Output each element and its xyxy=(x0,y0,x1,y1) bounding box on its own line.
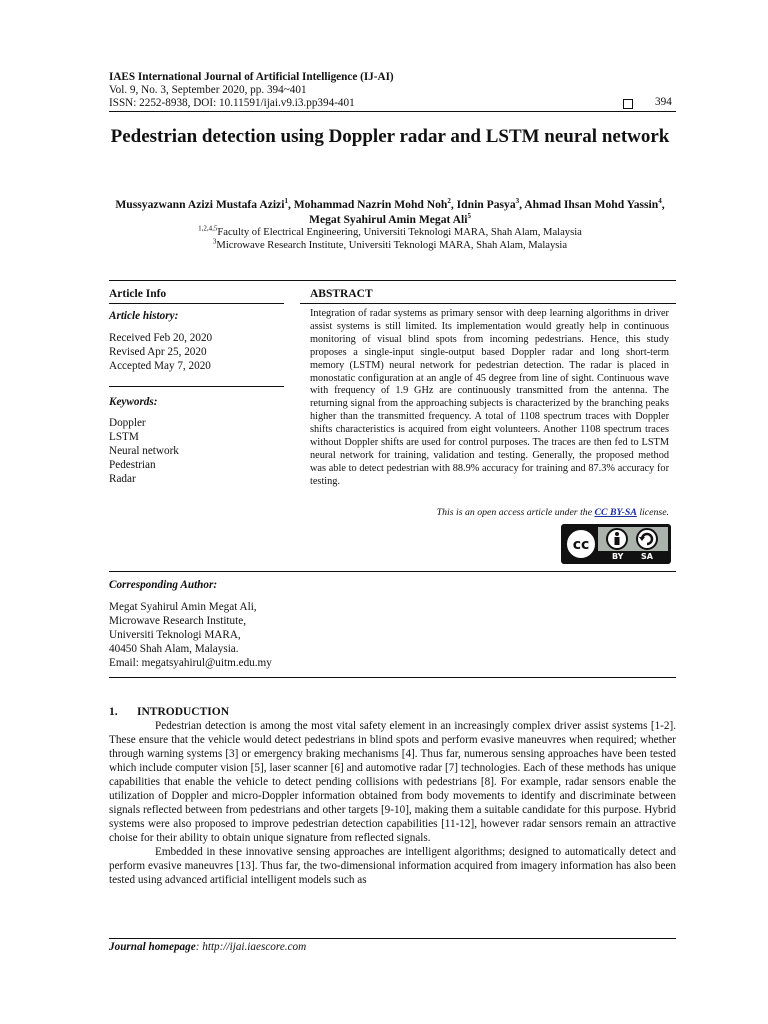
keyword: Radar xyxy=(109,473,136,485)
abstract-text: Integration of radar systems as primary sensor with deep learning algorithms in driver assist systems is still limited. Its implementation would greatly help in continuous monitoring of visual blind spots from incoming pedestrians. Hence, this study proposes a single-input single-output based Doppler radar and long short-term memory (LSTM) neural network for pedestrian detection. The radar is placed in monostatic configuration at an angle of 45 degree from line of sight. Continuous wave with frequency of 1.9 GHz are continuously transmitted from the antenna. The returning signal from the approaching subjects is characterized by the branching peaks higher than the transmitted frequency. A total of 1108 spectrum traces with Doppler shifts characteristics is acquired from eight volunteers. Another 1108 spectrum traces without Doppler shifts are used for control purposes. The traces are then fed to LSTM neural network for training, validation and testing. Generally, the proposed method was able to detect pedestrian with 88.9% accuracy for training and 87.3% accuracy for testing. xyxy=(310,308,669,487)
footer-rule xyxy=(109,938,676,939)
accepted-date: Accepted May 7, 2020 xyxy=(109,360,211,372)
journal-name: IAES International Journal of Artificial Intelligence (IJ-AI) xyxy=(109,71,394,83)
license-suffix: license. xyxy=(636,507,669,518)
affiliation-text: Microwave Research Institute, Universiti Teknologi MARA, Shah Alam, Malaysia xyxy=(216,240,568,251)
journal-issn-doi: ISSN: 2252-8938, DOI: 10.11591/ijai.v9.i3.pp394-401 xyxy=(109,97,355,109)
corresponding-line: Megat Syahirul Amin Megat Ali, xyxy=(109,601,257,613)
paper-title: Pedestrian detection using Doppler radar and LSTM neural network xyxy=(110,126,670,147)
page-number: 394 xyxy=(655,96,672,108)
square-icon xyxy=(623,99,633,109)
license-link[interactable]: CC BY-SA xyxy=(594,507,637,518)
received-date: Received Feb 20, 2020 xyxy=(109,332,213,344)
abstract-heading: ABSTRACT xyxy=(310,288,373,300)
history-heading: Article history: xyxy=(109,310,179,322)
revised-date: Revised Apr 25, 2020 xyxy=(109,346,207,358)
section-rule xyxy=(109,571,676,572)
license-prefix: This is an open access article under the xyxy=(436,507,595,518)
homepage-label: Journal homepage xyxy=(109,941,196,953)
intro-paragraph: Pedestrian detection is among the most vital safety element in an increasingly complex driver assist systems [1-2]. These ensure that the vehicle would detect pedestrians in blind spots and perform evasive maneuvres when required; whether through warning systems [3] or emergency braking mechanisms [4]. Thus far, numerous sensing approaches have been tested which include computer vision [5], laser scanner [6] and automotive radar [7] technologies. Each of these methods has unique capabilities that enable the vehicle to detect pending collisions with pedestrians [8]. For example, radar sensors enable the utilization of Doppler and micro-Doppler information obtained from body movements to identify and discriminate between signals reflected between from pedestrians and other targets [9-10], making them a suitable candidate for this purpose. Hybrid systems were also proposed to improve pedestrian detection capabilities [11-12], however radar sensors remain an attractive choise for their ability to obtain unique signature from reflected signals. xyxy=(109,720,676,844)
affiliation-sup: 1,2,4,5 xyxy=(198,224,218,233)
intro-number: 1. xyxy=(109,706,118,718)
badge-by-label: BY xyxy=(612,552,624,561)
badge-sa-label: SA xyxy=(641,552,653,561)
top-rule xyxy=(109,280,676,281)
affiliation-sup: 3 xyxy=(212,237,217,246)
intro-heading: INTRODUCTION xyxy=(137,706,230,718)
affiliation xyxy=(109,226,671,239)
keywords-heading: Keywords: xyxy=(109,396,158,408)
corresponding-line: 40450 Shah Alam, Malaysia. xyxy=(109,643,239,655)
info-rule xyxy=(109,386,284,387)
affiliation-text: Faculty of Electrical Engineering, Universiti Teknologi MARA, Shah Alam, Malaysia xyxy=(217,227,582,238)
affiliation xyxy=(109,239,671,252)
corresponding-email[interactable]: Email: megatsyahirul@uitm.edu.my xyxy=(109,657,272,669)
corresponding-heading: Corresponding Author: xyxy=(109,579,218,591)
intro-paragraph: Embedded in these innovative sensing approaches are intelligent algorithms; designed to automatically detect and perform evasive maneuvres [13]. Thus far, the two-dimensional information acquired from imagery information has also been tested using advanced artificial intelligent models such as xyxy=(109,846,676,886)
keyword: LSTM xyxy=(109,431,139,443)
article-info-heading: Article Info xyxy=(109,288,167,300)
intro-body xyxy=(109,719,676,887)
keyword: Doppler xyxy=(109,417,146,429)
abstract-rule xyxy=(300,303,676,304)
author-name: Mussyazwann Azizi Mustafa Azizi xyxy=(115,198,285,211)
author-list: Mussyazwann Azizi Mustafa Azizi$^1$, Mohammad Nazrin Mohd Noh$^2$, Idnin Pasya$^3$, Ahmad Ihsan Mohd Yassin$^4$, Megat Syahirul Amin Megat Ali$^5$ xyxy=(115,197,665,226)
journal-homepage: Journal homepage: http://ijai.iaescore.com xyxy=(109,941,307,953)
license-note xyxy=(300,507,669,518)
svg-text:cc: cc xyxy=(572,537,590,553)
info-rule xyxy=(109,303,284,304)
author-name: Mohammad Nazrin Mohd Noh xyxy=(293,198,448,211)
corresponding-line: Microwave Research Institute, xyxy=(109,615,246,627)
homepage-url[interactable]: http://ijai.iaescore.com xyxy=(202,941,307,953)
cc-by-sa-badge[interactable] xyxy=(561,524,671,564)
author-sup: 4 xyxy=(658,197,662,206)
keyword: Neural network xyxy=(109,445,179,457)
author-name: Idnin Pasya xyxy=(456,198,516,211)
header-rule xyxy=(109,111,676,112)
author-sup: 5 xyxy=(467,212,471,221)
author-sup: 3 xyxy=(515,197,520,206)
author-name: Ahmad Ihsan Mohd Yassin xyxy=(524,198,659,211)
corresponding-line: Universiti Teknologi MARA, xyxy=(109,629,241,641)
author-sup: 2 xyxy=(447,197,451,206)
section-rule xyxy=(109,677,676,678)
author-sup: 1 xyxy=(284,197,288,206)
author-name: Megat Syahirul Amin Megat Ali xyxy=(309,213,468,226)
keyword: Pedestrian xyxy=(109,459,156,471)
journal-volume: Vol. 9, No. 3, September 2020, pp. 394~401 xyxy=(109,84,307,96)
